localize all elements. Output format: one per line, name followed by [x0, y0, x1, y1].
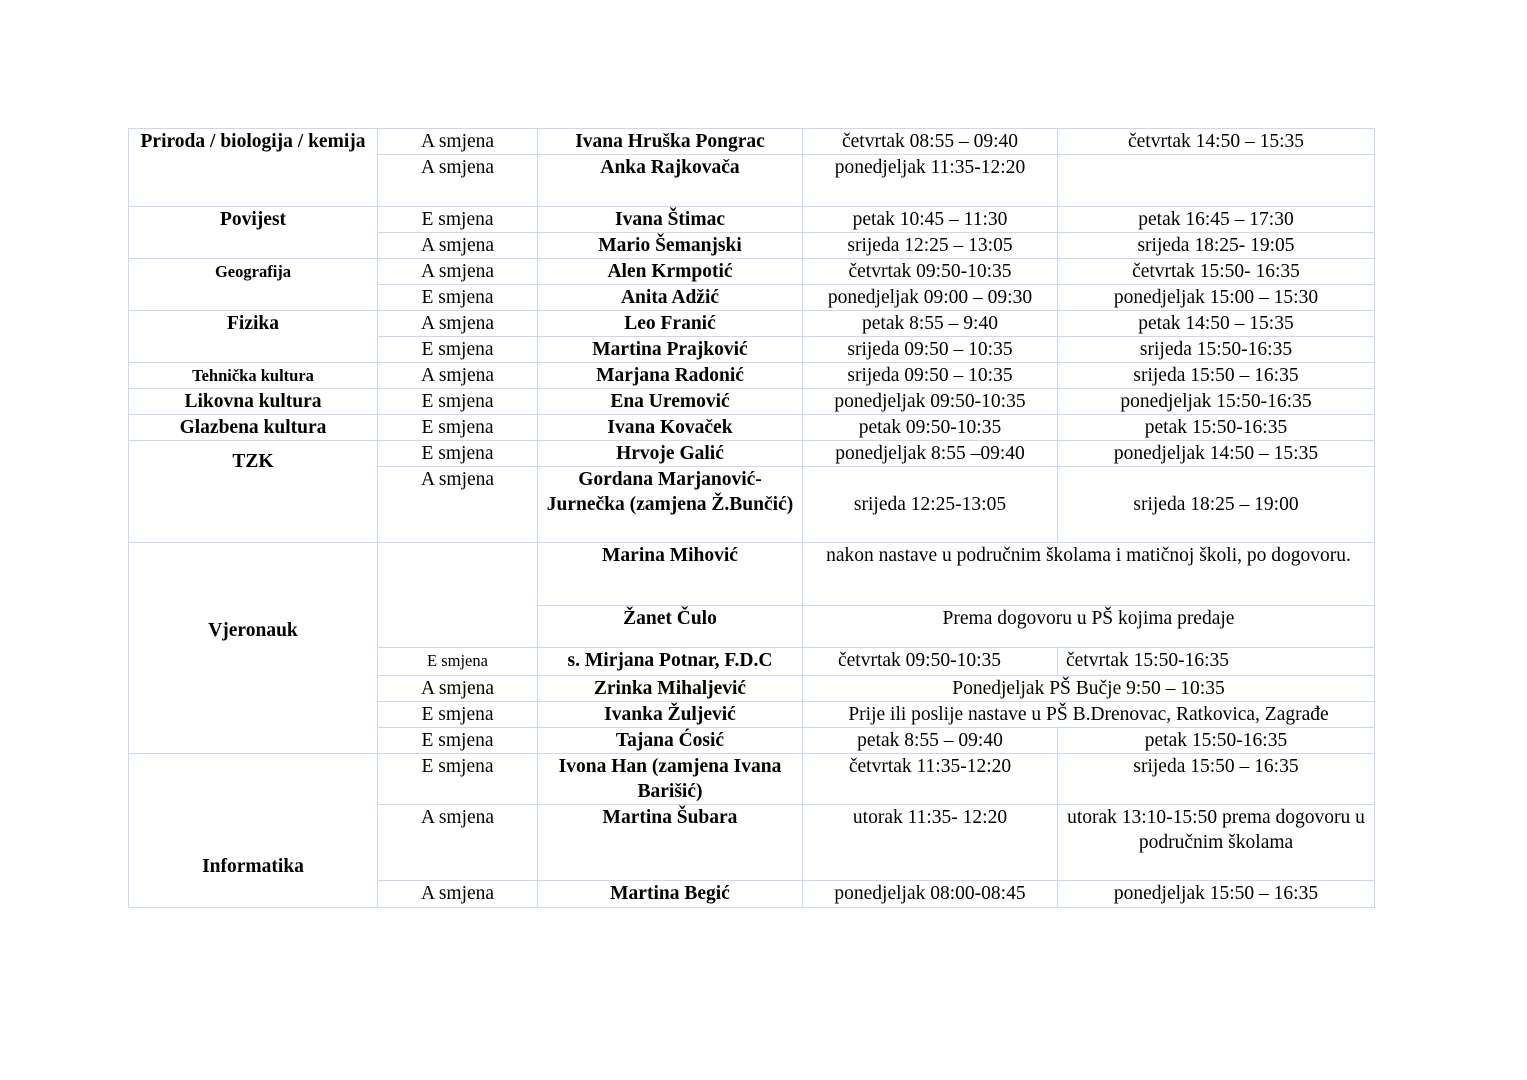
shift-cell: E smjena [378, 207, 538, 233]
shift-cell: A smjena [378, 259, 538, 285]
subject-cell: Likovna kultura [129, 389, 378, 415]
shift-cell: E smjena [378, 285, 538, 311]
consultation-time-afternoon: petak 14:50 – 15:35 [1058, 311, 1375, 337]
teacher-name: Hrvoje Galić [538, 441, 803, 467]
subject-cell: Glazbena kultura [129, 415, 378, 441]
consultation-time-afternoon: četvrtak 14:50 – 15:35 [1058, 129, 1375, 155]
shift-cell: A smjena [378, 155, 538, 207]
teacher-name: Marjana Radonić [538, 363, 803, 389]
teacher-name: Ivanka Žuljević [538, 702, 803, 728]
consultation-time-morning: ponedjeljak 8:55 –09:40 [803, 441, 1058, 467]
consultation-time-afternoon: srijeda 15:50 – 16:35 [1058, 754, 1375, 805]
shift-cell [378, 543, 538, 648]
teacher-name: Ena Uremović [538, 389, 803, 415]
consultation-time-morning: četvrtak 11:35-12:20 [803, 754, 1058, 805]
shift-cell: A smjena [378, 805, 538, 881]
teacher-name: Martina Šubara [538, 805, 803, 881]
consultation-time-afternoon: petak 15:50-16:35 [1058, 728, 1375, 754]
consultation-time-afternoon: srijeda 15:50-16:35 [1058, 337, 1375, 363]
subject-cell: Tehnička kultura [129, 363, 378, 389]
consultation-time-afternoon: petak 16:45 – 17:30 [1058, 207, 1375, 233]
teacher-name: Ivana Hruška Pongrac [538, 129, 803, 155]
consultation-time-afternoon: utorak 13:10-15:50 prema dogovoru u područnim školama [1058, 805, 1375, 881]
consultation-schedule-table [128, 128, 1375, 908]
teacher-name: Leo Franić [538, 311, 803, 337]
consultation-time-afternoon: srijeda 15:50 – 16:35 [1058, 363, 1375, 389]
teacher-name: Tajana Ćosić [538, 728, 803, 754]
shift-cell: A smjena [378, 881, 538, 908]
consultation-time-morning: utorak 11:35- 12:20 [803, 805, 1058, 881]
teacher-name: Ivana Štimac [538, 207, 803, 233]
consultation-time-afternoon [1058, 155, 1375, 207]
shift-cell: A smjena [378, 129, 538, 155]
table-row [129, 754, 1375, 805]
subject-cell: Povijest [129, 207, 378, 259]
teacher-name: Zrinka Mihaljević [538, 676, 803, 702]
consultation-time-afternoon: četvrtak 15:50- 16:35 [1058, 259, 1375, 285]
consultation-time-morning: srijeda 09:50 – 10:35 [803, 363, 1058, 389]
consultation-time-afternoon: ponedjeljak 15:50-16:35 [1058, 389, 1375, 415]
consultation-time-morning: petak 10:45 – 11:30 [803, 207, 1058, 233]
table-row [129, 543, 1375, 606]
consultation-time-morning: srijeda 12:25-13:05 [803, 467, 1058, 543]
shift-cell: A smjena [378, 467, 538, 543]
table-row [129, 441, 1375, 467]
consultation-time-morning: četvrtak 09:50-10:35 [803, 648, 1058, 676]
consultation-time-morning: četvrtak 09:50-10:35 [803, 259, 1058, 285]
consultation-time-afternoon: ponedjeljak 15:50 – 16:35 [1058, 881, 1375, 908]
consultation-time-afternoon: četvrtak 15:50-16:35 [1058, 648, 1375, 676]
teacher-name: Mario Šemanjski [538, 233, 803, 259]
teacher-name: Martina Begić [538, 881, 803, 908]
consultation-time: Prema dogovoru u PŠ kojima predaje [803, 606, 1375, 648]
table-row [129, 259, 1375, 285]
consultation-time-morning: ponedjeljak 08:00-08:45 [803, 881, 1058, 908]
consultation-time-afternoon: petak 15:50-16:35 [1058, 415, 1375, 441]
consultation-time-morning: ponedjeljak 09:50-10:35 [803, 389, 1058, 415]
subject-cell: Vjeronauk [129, 543, 378, 754]
shift-cell: E smjena [378, 754, 538, 805]
table-row [129, 129, 1375, 155]
shift-cell: A smjena [378, 363, 538, 389]
subject-cell: TZK [129, 441, 378, 543]
subject-cell: Geografija [129, 259, 378, 311]
teacher-name: Gordana Marjanović-Jurnečka (zamjena Ž.Bunčić) [538, 467, 803, 543]
table-row [129, 311, 1375, 337]
shift-cell: A smjena [378, 233, 538, 259]
consultation-time-morning: petak 8:55 – 09:40 [803, 728, 1058, 754]
consultation-time-afternoon: srijeda 18:25- 19:05 [1058, 233, 1375, 259]
subject-cell: Fizika [129, 311, 378, 363]
teacher-name: Marina Mihović [538, 543, 803, 606]
consultation-time-afternoon: ponedjeljak 15:00 – 15:30 [1058, 285, 1375, 311]
teacher-name: Anka Rajkovača [538, 155, 803, 207]
consultation-time-morning: četvrtak 08:55 – 09:40 [803, 129, 1058, 155]
shift-cell: E smjena [378, 648, 538, 676]
consultation-time-afternoon: srijeda 18:25 – 19:00 [1058, 467, 1375, 543]
teacher-name: Alen Krmpotić [538, 259, 803, 285]
shift-cell: E smjena [378, 728, 538, 754]
shift-cell: A smjena [378, 676, 538, 702]
teacher-name: Žanet Čulo [538, 606, 803, 648]
shift-cell: E smjena [378, 415, 538, 441]
teacher-name: s. Mirjana Potnar, F.D.C [538, 648, 803, 676]
consultation-time-morning: srijeda 12:25 – 13:05 [803, 233, 1058, 259]
teacher-name: Martina Prajković [538, 337, 803, 363]
teacher-name: Ivona Han (zamjena Ivana Barišić) [538, 754, 803, 805]
teacher-name: Anita Adžić [538, 285, 803, 311]
shift-cell: E smjena [378, 441, 538, 467]
consultation-time-morning: ponedjeljak 09:00 – 09:30 [803, 285, 1058, 311]
consultation-time: Prije ili poslije nastave u PŠ B.Drenovac, Ratkovica, Zagrađe [803, 702, 1375, 728]
consultation-time-morning: ponedjeljak 11:35-12:20 [803, 155, 1058, 207]
consultation-time-morning: petak 09:50-10:35 [803, 415, 1058, 441]
shift-cell: E smjena [378, 389, 538, 415]
table-row [129, 415, 1375, 441]
consultation-time: Ponedjeljak PŠ Bučje 9:50 – 10:35 [803, 676, 1375, 702]
teacher-name: Ivana Kovaček [538, 415, 803, 441]
shift-cell: E smjena [378, 702, 538, 728]
shift-cell: A smjena [378, 311, 538, 337]
table-row [129, 363, 1375, 389]
table-row [129, 207, 1375, 233]
consultation-time: nakon nastave u područnim školama i matičnoj školi, po dogovoru. [803, 543, 1375, 606]
shift-cell: E smjena [378, 337, 538, 363]
consultation-time-afternoon: ponedjeljak 14:50 – 15:35 [1058, 441, 1375, 467]
consultation-time-morning: petak 8:55 – 9:40 [803, 311, 1058, 337]
table-row [129, 389, 1375, 415]
subject-cell: Informatika [129, 754, 378, 908]
subject-cell: Priroda / biologija / kemija [129, 129, 378, 207]
consultation-time-morning: srijeda 09:50 – 10:35 [803, 337, 1058, 363]
